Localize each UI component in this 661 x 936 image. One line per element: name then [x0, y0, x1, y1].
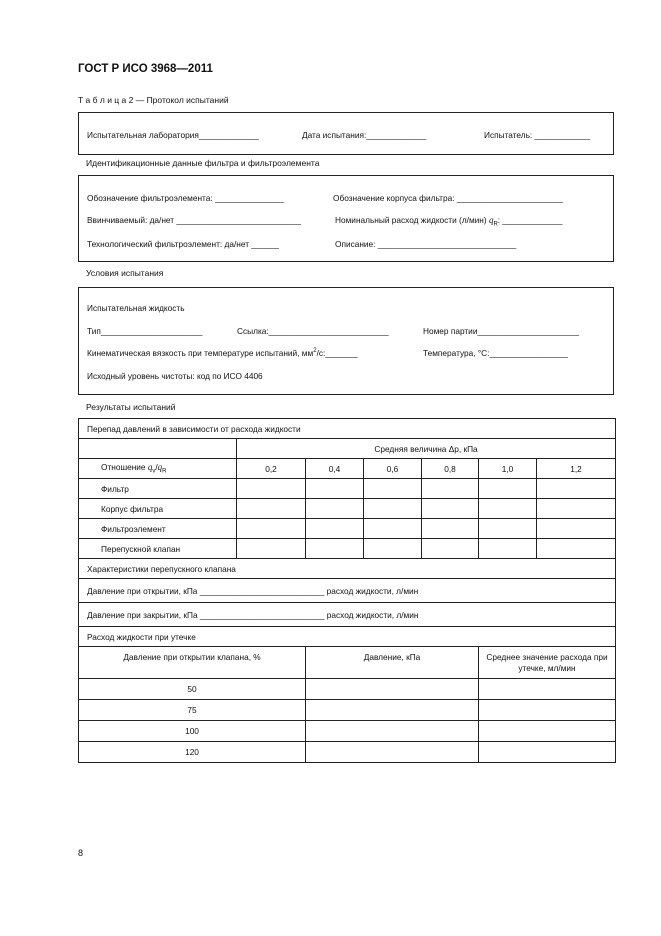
results-section-title: Результаты испытаний [86, 402, 176, 412]
ratio-value: 0,6 [364, 459, 422, 479]
table-caption: Т а б л и ц а 2 — Протокол испытаний [78, 95, 229, 105]
table-row [79, 679, 616, 700]
results-table [78, 418, 616, 763]
table-row [79, 700, 616, 721]
ratio-label: Отношение $q_v/q_R$ [79, 459, 237, 479]
bypass-title: Характеристики перепускного клапана [79, 559, 616, 579]
description-field: Описание: ______________________________ [335, 239, 517, 249]
batch-field: Номер партии______________________ [423, 326, 579, 336]
leak-title: Расход жидкости при утечке [79, 627, 616, 647]
test-fluid-label: Испытательная жидкость [87, 303, 185, 313]
closing-pressure-field: Давление при закрытии, кПа ___________________________ расход жидкости, л/мин [79, 603, 616, 627]
leak-header-flow: Среднее значение расхода при утечке, мл/мин [479, 647, 616, 679]
tech-element-field: Технологический фильтроэлемент: да/нет ______ [87, 239, 279, 249]
viscosity-field: Кинематическая вязкость при температуре испытаний, $мм^2/с:\_\_\_\_\_\_\_$ [87, 348, 358, 358]
leak-header-pressure: Давление, кПа [306, 647, 479, 679]
cond-section-title: Условия испытания [86, 268, 164, 278]
opening-pressure-field: Давление при открытии, кПа ___________________________ расход жидкости, л/мин [79, 579, 616, 603]
leak-pct: 120 [79, 742, 306, 763]
housing-designation: Обозначение корпуса фильтра: _______________________ [333, 193, 563, 203]
table-row [79, 499, 616, 519]
ratio-value: 1,2 [537, 459, 616, 479]
ident-box [78, 175, 614, 262]
table-row [79, 519, 616, 539]
date-field: Дата испытания:_____________ [302, 130, 427, 140]
cleanliness-field: Исходный уровень чистоты: код по ИСО 4406 [87, 371, 263, 381]
lab-field: Испытательная лаборатория_____________ [87, 130, 259, 140]
leak-header-pressure-pct: Давление при открытии клапана, % [79, 647, 306, 679]
leak-pct: 75 [79, 700, 306, 721]
row-label: Корпус фильтра [79, 499, 237, 519]
cond-box [78, 287, 614, 395]
ratio-value: 0,8 [422, 459, 479, 479]
page-number: 8 [78, 848, 84, 858]
ratio-value: 1,0 [479, 459, 537, 479]
ratio-value: 0,4 [306, 459, 364, 479]
reference-field: Ссылка:__________________________ [237, 326, 389, 336]
element-designation: Обозначение фильтроэлемента: _______________ [87, 193, 285, 203]
row-label: Перепускной клапан [79, 539, 237, 559]
table-row [79, 539, 616, 559]
leak-pct: 50 [79, 679, 306, 700]
table-row [79, 479, 616, 499]
table-row [79, 721, 616, 742]
leak-pct: 100 [79, 721, 306, 742]
table-row [79, 742, 616, 763]
row-label: Фильтр [79, 479, 237, 499]
document-header: ГОСТ Р ИСО 3968—2011 [78, 63, 213, 75]
nominal-flow-field: Номинальный расход жидкости (л/мин) $q_R$: _____________ [335, 215, 563, 228]
tester-field: Испытатель: ____________ [484, 130, 590, 140]
fluid-type-field: Тип______________________ [87, 326, 203, 336]
spin-on-field: Ввинчиваемый: да/нет ___________________________ [87, 215, 301, 225]
dp-title: Перепад давлений в зависимости от расхода жидкости [79, 419, 616, 439]
empty-cell [79, 439, 237, 459]
avg-dp-header: Средняя величина Δp, кПа [237, 439, 616, 459]
ident-section-title: Идентификационные данные фильтра и фильтроэлемента [86, 158, 320, 168]
ratio-value: 0,2 [237, 459, 306, 479]
lab-box [78, 112, 614, 155]
temperature-field: Температура, °С:_________________ [423, 348, 568, 358]
row-label: Фильтроэлемент [79, 519, 237, 539]
